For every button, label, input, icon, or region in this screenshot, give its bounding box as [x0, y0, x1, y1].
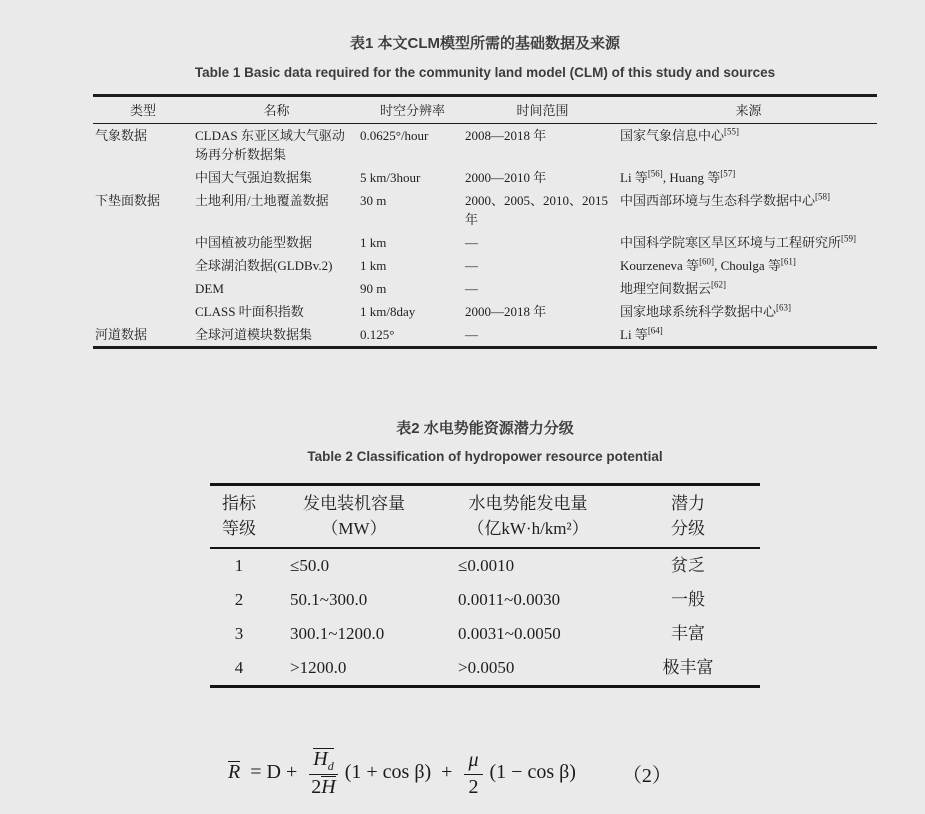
- hd-overline: [313, 748, 333, 773]
- table1-header-name: 名称: [263, 103, 290, 118]
- citation-ref: [62]: [711, 279, 727, 290]
- cell-name: 中国植被功能型数据: [195, 235, 313, 250]
- citation-ref: [58]: [815, 191, 831, 202]
- header-line: 潜力: [671, 494, 705, 513]
- cell-generation: 0.0031~0.0050: [458, 624, 561, 643]
- cell-name: 中国大气强迫数据集: [195, 170, 313, 185]
- cos-term-2: (1 − cos β): [489, 760, 576, 783]
- header-line: 等级: [222, 519, 256, 538]
- cell-capacity: 300.1~1200.0: [290, 624, 385, 643]
- source-text: 中国西部环境与生态科学数据中心: [620, 193, 816, 208]
- citation-ref: [61]: [780, 256, 796, 267]
- source-text: Li 等: [620, 170, 648, 185]
- cell-type: 下垫面数据: [95, 193, 161, 208]
- equation-body: [228, 747, 576, 800]
- table-row: [210, 651, 760, 687]
- d-subscript: d: [327, 758, 334, 773]
- cell-resolution: 1 km: [360, 258, 387, 273]
- cell-range: 2000—2010 年: [465, 170, 547, 185]
- equation-number: （2）: [621, 764, 672, 787]
- header-line: （MW）: [321, 519, 387, 538]
- cell-name: CLDAS 东亚区域大气驱动场再分析数据集: [195, 128, 345, 162]
- source-text: 中国科学院寒区旱区环境与工程研究所: [620, 235, 842, 250]
- fraction-mu-over-2: [464, 748, 482, 799]
- fraction-numerator: [309, 747, 337, 776]
- citation-ref: [59]: [841, 233, 857, 244]
- table-row: [93, 254, 877, 277]
- table1-title-en: Table 1 Basic data required for the community land model (CLM) of this study and sources: [194, 65, 776, 80]
- cell-grade: 1: [234, 556, 244, 575]
- cell-range: 2008—2018 年: [465, 128, 547, 143]
- header-line: 水电势能发电量: [468, 494, 588, 513]
- cell-type: [93, 166, 193, 189]
- table2-header-potential: [616, 485, 760, 549]
- cell-source: [620, 124, 877, 167]
- table2-title-zh: 表2 水电势能资源潜力分级: [396, 420, 574, 437]
- cell-generation: 0.0011~0.0030: [458, 590, 561, 609]
- cell-potential: 极丰富: [662, 658, 714, 677]
- cell-capacity: >1200.0: [290, 658, 347, 677]
- table2-header-generation: [440, 485, 616, 549]
- source-text: 国家地球系统科学数据中心: [620, 304, 777, 319]
- cell-resolution: 1 km/8day: [360, 304, 416, 319]
- header-line: 分级: [671, 519, 705, 538]
- cell-source: [620, 300, 877, 323]
- table-row: [93, 323, 877, 348]
- cos-term-1: (1 + cos β): [344, 760, 432, 783]
- cell-resolution: 1 km: [360, 235, 387, 250]
- table-row: [93, 277, 877, 300]
- cell-potential: 丰富: [671, 624, 705, 643]
- source-text: , Choulga 等: [714, 258, 781, 273]
- two-coefficient: 2: [311, 776, 322, 799]
- cell-source: [620, 189, 877, 231]
- cell-type: [93, 277, 193, 300]
- r-bar-term: R: [228, 760, 241, 783]
- header-line: 发电装机容量: [303, 494, 405, 513]
- cell-type: [93, 300, 193, 323]
- fraction-denominator: [468, 775, 478, 799]
- cell-resolution: 0.125°: [360, 327, 395, 342]
- cell-type: 河道数据: [95, 327, 148, 342]
- two-denominator: 2: [468, 775, 479, 798]
- fraction-hd-over-2h: [309, 747, 337, 800]
- cell-resolution: 5 km/3hour: [360, 170, 421, 185]
- mu-variable: μ: [468, 748, 479, 771]
- h-variable: H: [313, 747, 328, 770]
- equation-2: [170, 738, 730, 808]
- table-row: [210, 548, 760, 583]
- table-row: [93, 231, 877, 254]
- citation-ref: [56]: [647, 168, 663, 179]
- cell-range: —: [465, 235, 478, 250]
- plus-operator: +: [441, 760, 453, 783]
- cell-type: [93, 254, 193, 277]
- table-row: [93, 124, 877, 167]
- table1-header-row: [93, 96, 877, 124]
- cell-name: 全球湖泊数据(GLDBv.2): [195, 258, 333, 273]
- cell-type: 气象数据: [95, 128, 148, 143]
- cell-grade: 3: [234, 624, 244, 643]
- table1-header-source: 来源: [735, 103, 762, 118]
- table2-header-row: [210, 485, 760, 549]
- h-bar-variable: H: [321, 776, 336, 799]
- cell-generation: ≤0.0010: [458, 556, 515, 575]
- table1-header-resolution: 时空分辨率: [379, 103, 445, 118]
- cell-potential: 一般: [671, 590, 705, 609]
- cell-resolution: 30 m: [360, 193, 387, 208]
- citation-ref: [60]: [699, 256, 715, 267]
- cell-range: 2000—2018 年: [465, 304, 547, 319]
- cell-range: —: [465, 327, 478, 342]
- equals-d-plus: = D +: [250, 760, 298, 783]
- citation-ref: [64]: [647, 325, 663, 336]
- table1-header-range: 时间范围: [516, 103, 569, 118]
- source-text: 国家气象信息中心: [620, 128, 725, 143]
- table1-header-type: 类型: [129, 103, 156, 118]
- cell-name: 土地利用/土地覆盖数据: [195, 193, 329, 208]
- cell-type: [93, 231, 193, 254]
- cell-source: [620, 254, 877, 277]
- cell-range: —: [465, 281, 478, 296]
- cell-source: [620, 277, 877, 300]
- cell-capacity: 50.1~300.0: [290, 590, 368, 609]
- cell-source: [620, 231, 877, 254]
- citation-ref: [57]: [720, 168, 736, 179]
- cell-source: [620, 166, 877, 189]
- table-row: [93, 300, 877, 323]
- cell-name: CLASS 叶面积指数: [195, 304, 304, 319]
- citation-ref: [63]: [776, 302, 792, 313]
- header-line: 指标: [222, 494, 256, 513]
- table-row: [210, 583, 760, 617]
- cell-generation: >0.0050: [458, 658, 515, 677]
- cell-name: DEM: [195, 281, 224, 296]
- cell-range: 2000、2005、2010、2015 年: [465, 193, 609, 227]
- table-row: [93, 166, 877, 189]
- cell-range: —: [465, 258, 478, 273]
- cell-source: [620, 323, 877, 348]
- table-row: [210, 617, 760, 651]
- fraction-denominator: [311, 775, 335, 799]
- cell-grade: 2: [234, 590, 244, 609]
- table-row: [93, 189, 877, 231]
- header-line: （亿kW·h/km²）: [467, 519, 589, 538]
- source-text: 地理空间数据云: [620, 281, 712, 296]
- table2-title-en: Table 2 Classification of hydropower resource potential: [307, 449, 663, 464]
- table2-header-grade: [210, 485, 268, 549]
- cell-potential: 贫乏: [671, 556, 705, 575]
- table1: [93, 94, 877, 349]
- table2: [210, 483, 760, 688]
- cell-name: 全球河道模块数据集: [195, 327, 313, 342]
- cell-capacity: ≤50.0: [290, 556, 330, 575]
- cell-resolution: 0.0625°/hour: [360, 128, 429, 143]
- table2-header-capacity: [268, 485, 440, 549]
- table1-title-zh: 表1 本文CLM模型所需的基础数据及来源: [349, 35, 620, 52]
- source-text: Li 等: [620, 327, 648, 342]
- fraction-numerator: [464, 748, 482, 775]
- source-text: , Huang 等: [662, 170, 721, 185]
- cell-grade: 4: [234, 658, 244, 677]
- cell-resolution: 90 m: [360, 281, 387, 296]
- citation-ref: [55]: [724, 126, 740, 137]
- source-text: Kourzeneva 等: [620, 258, 700, 273]
